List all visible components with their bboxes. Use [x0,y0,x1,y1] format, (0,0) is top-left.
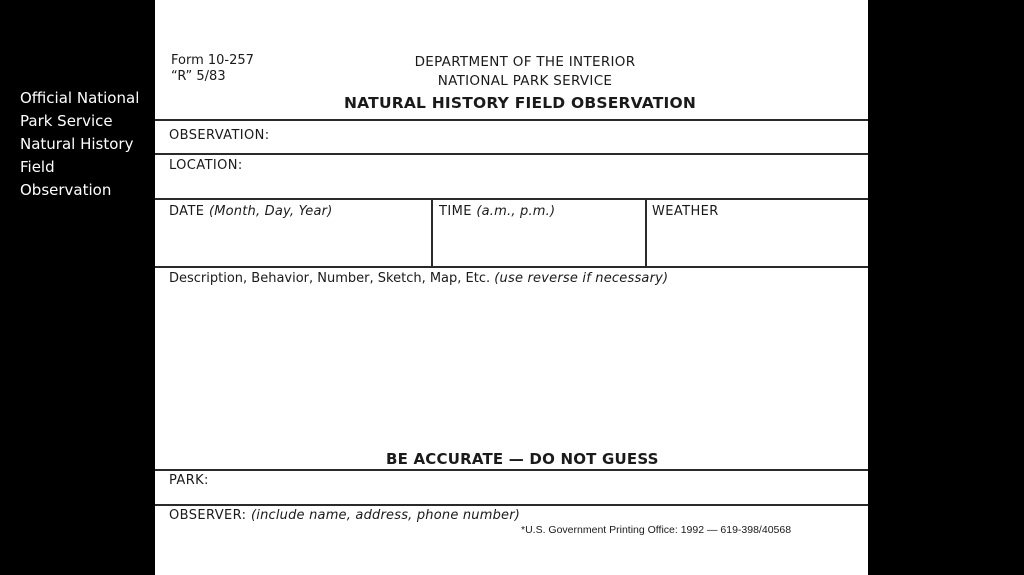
observation-label: OBSERVATION: [169,128,270,143]
column-divider [645,199,647,267]
date-hint: (Month, Day, Year) [208,204,333,219]
divider [155,266,868,268]
location-label: LOCATION: [169,158,243,173]
divider [155,153,868,155]
weather-label: WEATHER [652,204,719,219]
description-hint: (use reverse if necessary) [494,271,669,286]
date-label: DATE (Month, Day, Year) [169,204,333,219]
service-heading: NATIONAL PARK SERVICE [437,73,613,89]
divider [155,469,868,471]
form-revision: “R” 5/83 [171,69,226,84]
time-label: TIME (a.m., p.m.) [439,204,556,219]
printing-office-note: *U.S. Government Printing Office: 1992 — 619-398/40568 [521,524,792,536]
field-observation-form [155,0,868,575]
time-hint: (a.m., p.m.) [476,204,556,219]
column-divider [431,199,433,267]
observer-label: OBSERVER: (include name, address, phone number) [169,508,521,523]
divider [155,504,868,506]
description-label: Description, Behavior, Number, Sketch, Map, Etc. (use reverse if necessary) [169,271,669,286]
divider [155,198,868,200]
park-label: PARK: [169,473,209,488]
form-title: NATURAL HISTORY FIELD OBSERVATION [344,94,697,112]
form-identifier [171,53,254,85]
divider [155,119,868,121]
accuracy-warning: BE ACCURATE — DO NOT GUESS [386,450,659,468]
slide-caption: Official National Park Service Natural History Field Observation [20,89,140,199]
form-number: Form 10-257 [171,53,254,68]
observer-hint: (include name, address, phone number) [250,508,521,523]
department-heading: DEPARTMENT OF THE INTERIOR [414,54,636,70]
